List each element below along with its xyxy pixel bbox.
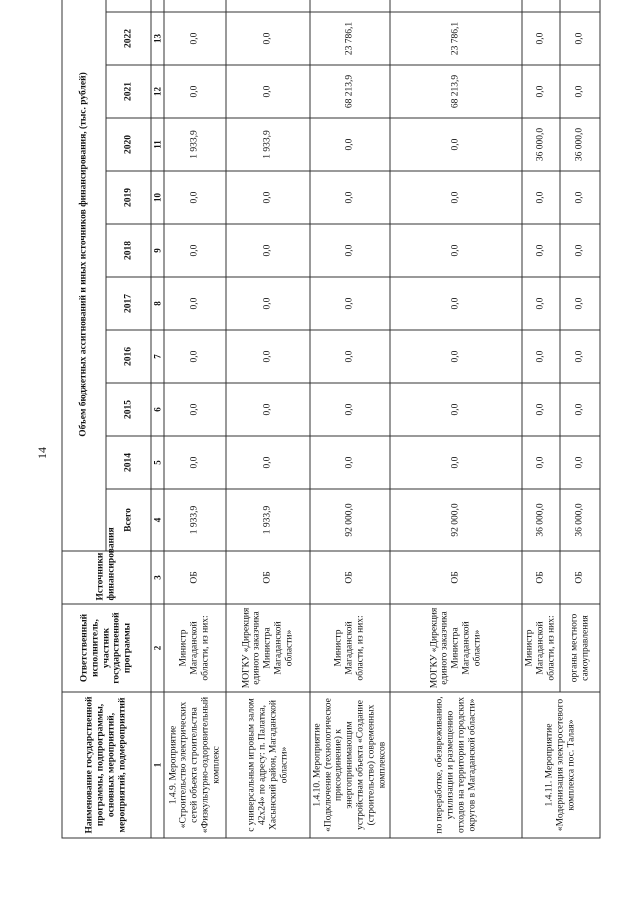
header-funding: Объем бюджетных ассигнований и иных источников финансирования, (тыс. рублей) [62,0,106,551]
value-cell [560,0,600,12]
column-index: 7 [151,330,164,383]
header-total: Всего [106,489,151,551]
value-cell: 1 933,9 [226,489,310,551]
column-index: 2 [151,604,164,692]
rotated-table-container [62,0,597,839]
value-cell: 0,0 [560,12,600,65]
value-cell: 0,0 [226,224,310,277]
header-year: 2017 [106,277,151,330]
value-cell [164,0,226,12]
program-name: по переработке, обезвреживанию, утилизации и размещению отходов на территории городских округов в Магаданской области» [390,692,522,838]
value-cell: 0,0 [522,224,560,277]
table-row [226,0,310,838]
value-cell: 0,0 [560,436,600,489]
value-cell: 0,0 [226,383,310,436]
column-index: 11 [151,118,164,171]
value-cell: 0,0 [310,224,390,277]
value-cell: 0,0 [164,224,226,277]
value-cell: 1 933,9 [226,118,310,171]
value-cell: 0,0 [390,383,522,436]
table-row [390,0,522,838]
executor: МОГКУ «Дирекция единого заказчика Министра Магаданской области» [390,604,522,692]
value-cell: 36 000,0 [560,489,600,551]
value-cell: 36 000,0 [522,118,560,171]
value-cell: 0,0 [390,224,522,277]
column-index: 3 [151,551,164,604]
value-cell: 0,0 [310,383,390,436]
column-index: 13 [151,12,164,65]
column-index: 12 [151,65,164,118]
program-name: 1.4.9. Мероприятие «Строительство электрических сетей объекта строительства «Физкультурно-оздоровительный комплекс [164,692,226,838]
funding-source: ОБ [390,551,522,604]
executor: Министр Магаданской области, из них: [164,604,226,692]
value-cell: 68 213,9 [390,65,522,118]
value-cell: 0,0 [226,277,310,330]
funding-table [62,0,601,839]
value-cell [522,0,560,12]
program-name: с универсальным игровым залом 42х24» по адресу: п. Палатка, Хасынский район, Магаданской области» [226,692,310,838]
column-index: 1 [151,692,164,838]
value-cell: 0,0 [390,118,522,171]
value-cell: 0,0 [390,277,522,330]
table-row [522,0,560,838]
column-index: 8 [151,277,164,330]
header-executor: Ответственный исполнитель, участник государственной программы [62,604,151,692]
value-cell: 0,0 [390,436,522,489]
header-name: Наименование государственной программы, подпрограммы, основных мероприятий, мероприятий, подмероприятий [62,692,151,838]
value-cell: 68 213,9 [310,65,390,118]
value-cell: 23 786,1 [310,12,390,65]
value-cell: 0,0 [560,224,600,277]
table-row [310,0,390,838]
column-index: 9 [151,224,164,277]
value-cell: 0,0 [560,277,600,330]
header-year: 2018 [106,224,151,277]
value-cell: 0,0 [522,171,560,224]
header-year: 2022 [106,12,151,65]
value-cell: 0,0 [560,383,600,436]
column-index [151,0,164,12]
value-cell: 0,0 [522,330,560,383]
value-cell: 0,0 [226,436,310,489]
value-cell: 0,0 [164,383,226,436]
value-cell: 0,0 [390,330,522,383]
value-cell: 0,0 [164,65,226,118]
value-cell: 0,0 [226,65,310,118]
table-row [164,0,226,838]
value-cell: 36 000,0 [522,489,560,551]
value-cell: 0,0 [310,277,390,330]
value-cell: 0,0 [310,330,390,383]
column-index: 5 [151,436,164,489]
funding-source: ОБ [522,551,560,604]
header-year: 2015 [106,383,151,436]
value-cell [226,0,310,12]
value-cell: 0,0 [522,436,560,489]
value-cell: 0,0 [560,330,600,383]
value-cell: 0,0 [226,12,310,65]
value-cell: 1 933,9 [164,489,226,551]
value-cell: 0,0 [226,171,310,224]
value-cell: 0,0 [226,330,310,383]
value-cell: 0,0 [522,277,560,330]
value-cell: 0,0 [522,65,560,118]
value-cell: 23 786,1 [390,12,522,65]
executor: Министр Магаданской области, из них: [522,604,560,692]
value-cell: 92 000,0 [390,489,522,551]
value-cell: 0,0 [164,171,226,224]
value-cell: 36 000,0 [560,118,600,171]
column-index: 6 [151,383,164,436]
header-year: 2019 [106,171,151,224]
header-year [106,0,151,12]
value-cell: 0,0 [164,330,226,383]
value-cell: 0,0 [164,277,226,330]
value-cell: 0,0 [522,383,560,436]
value-cell [390,0,522,12]
value-cell: 0,0 [560,171,600,224]
header-source: Источники финансирования [62,551,151,604]
executor: МОГКУ «Дирекция единого заказчика Министра Магаданской области» [226,604,310,692]
funding-source: ОБ [226,551,310,604]
executor: органы местного самоуправления [560,604,600,692]
executor: Министр Магаданской области, из них: [310,604,390,692]
value-cell: 1 933,9 [164,118,226,171]
column-index: 4 [151,489,164,551]
value-cell: 0,0 [560,65,600,118]
program-name: 1.4.10. Мероприятие «Подключение (технологическое присоединение) к энергопринимающим устройствам объекта «Создание (строительство) современных комплексов [310,692,390,838]
program-name: 1.4.11. Мероприятие «Модернизация электросетевого комплекса пос. Талая» [522,692,600,838]
value-cell: 0,0 [522,12,560,65]
page-number: 14 [35,447,49,459]
value-cell: 0,0 [310,436,390,489]
header-year: 2014 [106,436,151,489]
funding-source: ОБ [560,551,600,604]
funding-source: ОБ [310,551,390,604]
header-year: 2020 [106,118,151,171]
value-cell: 0,0 [310,171,390,224]
value-cell: 92 000,0 [310,489,390,551]
header-year: 2016 [106,330,151,383]
value-cell: 0,0 [164,436,226,489]
value-cell: 0,0 [164,12,226,65]
value-cell: 0,0 [310,118,390,171]
funding-source: ОБ [164,551,226,604]
column-index: 10 [151,171,164,224]
value-cell: 0,0 [390,171,522,224]
header-year: 2021 [106,65,151,118]
value-cell [310,0,390,12]
